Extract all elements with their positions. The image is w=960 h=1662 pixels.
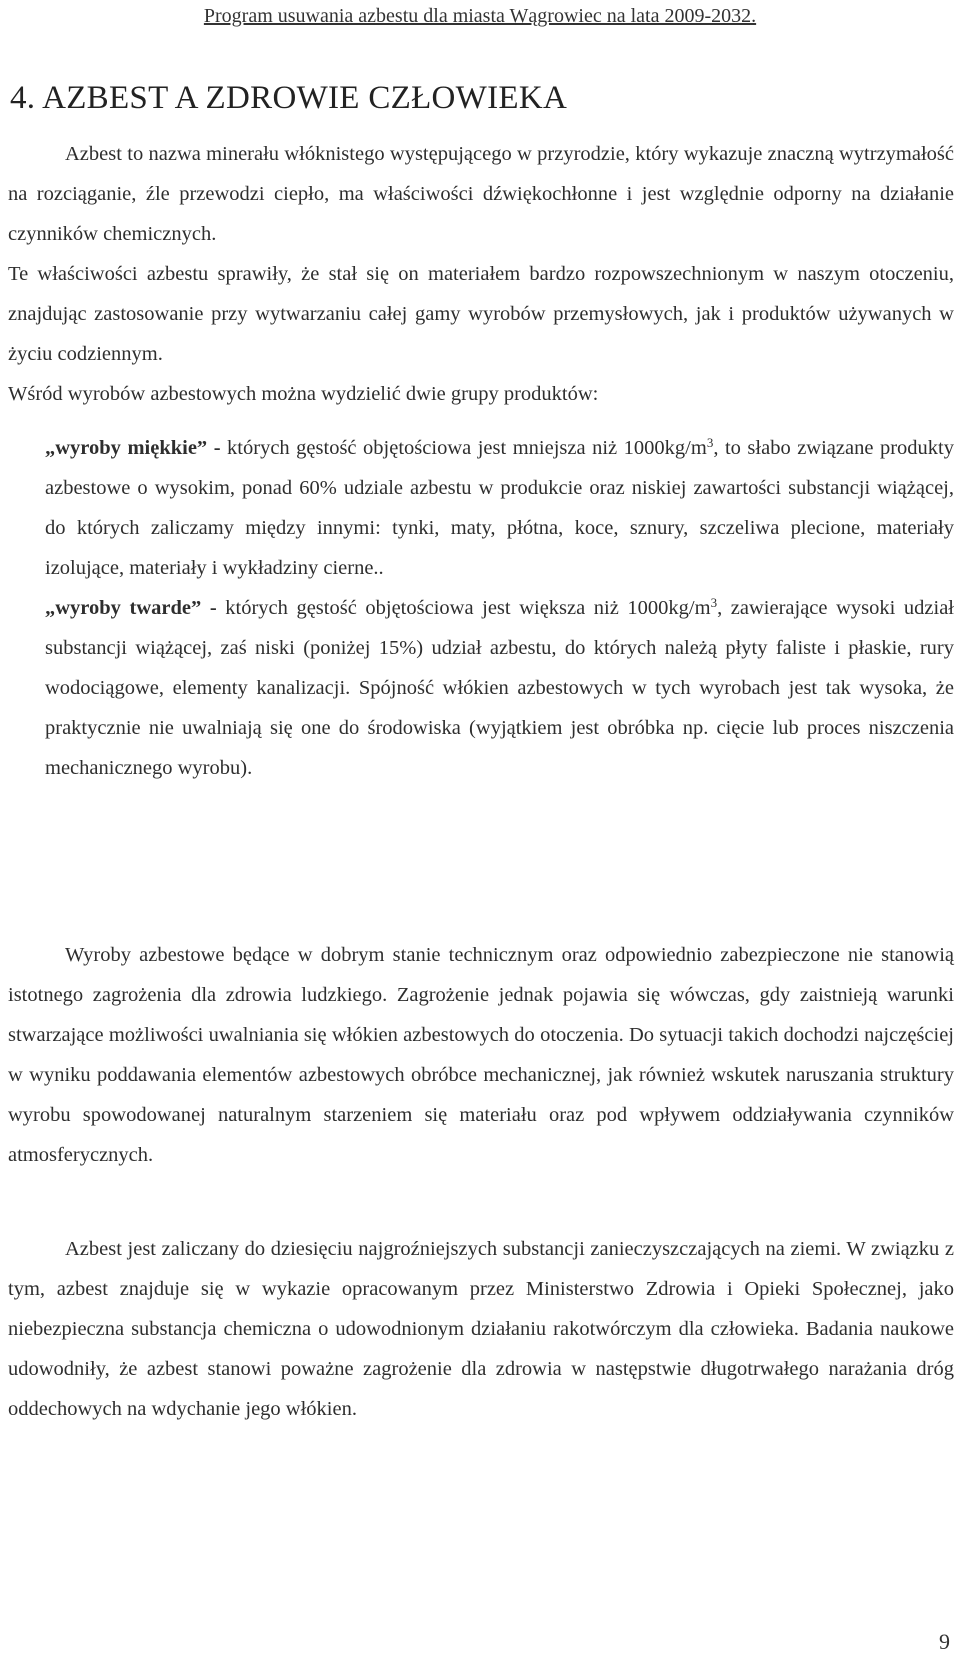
section-title: 4. AZBEST A ZDROWIE CZŁOWIEKA (10, 80, 568, 116)
hard-products-text-b: , zawierające wysoki udział substancji wiążącej, zaś niski (poniżej 15%) udział azbestu, do których należą płyty faliste i płaskie, rury wodociągowe, elementy kanalizacji. Spójność włókien azbestowych w tych wyrobach jest tak wysoka, że praktycznie nie uwalniają się one do środowiska (wyjątkiem jest obróbka np. cięcie lub proces niszczenia mechanicznego wyrobu). (45, 597, 954, 779)
term-soft-products: „wyroby miękkie” (45, 437, 208, 459)
term-hard-products: „wyroby twarde” (45, 597, 202, 619)
soft-products-text-a: których gęstość objętościowa jest mniejsza niż 1000kg/m (227, 437, 707, 459)
paragraph-definition: Azbest to nazwa minerału włóknistego występującego w przyrodzie, który wykazuje znaczną wytrzymałość na rozciąganie, źle przewodzi ciepło, ma właściwości dźwiękochłonne i jest względnie odporny na działanie czynników chemicznych. (8, 143, 954, 245)
list-item-soft-products (45, 428, 954, 588)
page-number: 9 (939, 1629, 950, 1654)
superscript-cubic: 3 (710, 595, 718, 610)
classification-block (8, 1229, 954, 1429)
paragraph-health-risk: Wyroby azbestowe będące w dobrym stanie technicznym oraz odpowiednio zabezpieczone nie stanowią istotnego zagrożenia dla zdrowia ludzkiego. Zagrożenie jednak pojawia się wówczas, gdy zaistnieją warunki stwarzające możliwości uwalniania się włókien azbestowych do otoczenia. Do sytuacji takich dochodzi najczęściej w wyniku poddawania elementów azbestowych obróbce mechanicznej, jak również wskutek naruszania struktury wyrobu spowodowanej naturalnym starzeniem się materiału oraz pod wpływem oddziaływania czynników atmosferycznych. (8, 944, 954, 1166)
term-dash: - (207, 437, 228, 459)
hard-products-text-a: których gęstość objętościowa jest większa niż 1000kg/m (225, 597, 711, 619)
running-header: Program usuwania azbestu dla miasta Wągrowiec na lata 2009-2032. (203, 5, 757, 27)
paragraph-groups-intro: Wśród wyrobów azbestowych można wydzielić dwie grupy produktów: (8, 383, 599, 405)
health-block (8, 935, 954, 1175)
list-item-hard-products (45, 588, 954, 788)
soft-products-text-b: , to słabo związane produkty azbestowe o wysokim, ponad 60% udziale azbestu w produkcie oraz niskiej zawartości substancji wiążącej, do których zaliczamy między innymi: tynki, maty, płótna, koce, sznury, szczeliwa plecione, materiały izolujące, materiały i wykładziny cierne.. (45, 437, 954, 579)
intro-block (8, 134, 954, 414)
superscript-cubic: 3 (706, 435, 714, 450)
term-dash: - (201, 597, 226, 619)
paragraph-usage: Te właściwości azbestu sprawiły, że stał się on materiałem bardzo rozpowszechnionym w naszym otoczeniu, znajdując zastosowanie przy wytwarzaniu całej gamy wyrobów przemysłowych, jak i produktów używanych w życiu codziennym. (8, 263, 954, 365)
paragraph-carcinogen: Azbest jest zaliczany do dziesięciu najgroźniejszych substancji zanieczyszczających na ziemi. W związku z tym, azbest znajduje się w wykazie opracowanym przez Ministerstwo Zdrowia i Opieki Społecznej, jako niebezpieczna substancja chemiczna o udowodnionym działaniu rakotwórczym dla człowieka. Badania naukowe udowodniły, że azbest stanowi poważne zagrożenie dla zdrowia w następstwie długotrwałego narażania dróg oddechowych na wdychanie jego włókien. (8, 1238, 954, 1420)
product-groups-list (45, 428, 954, 788)
